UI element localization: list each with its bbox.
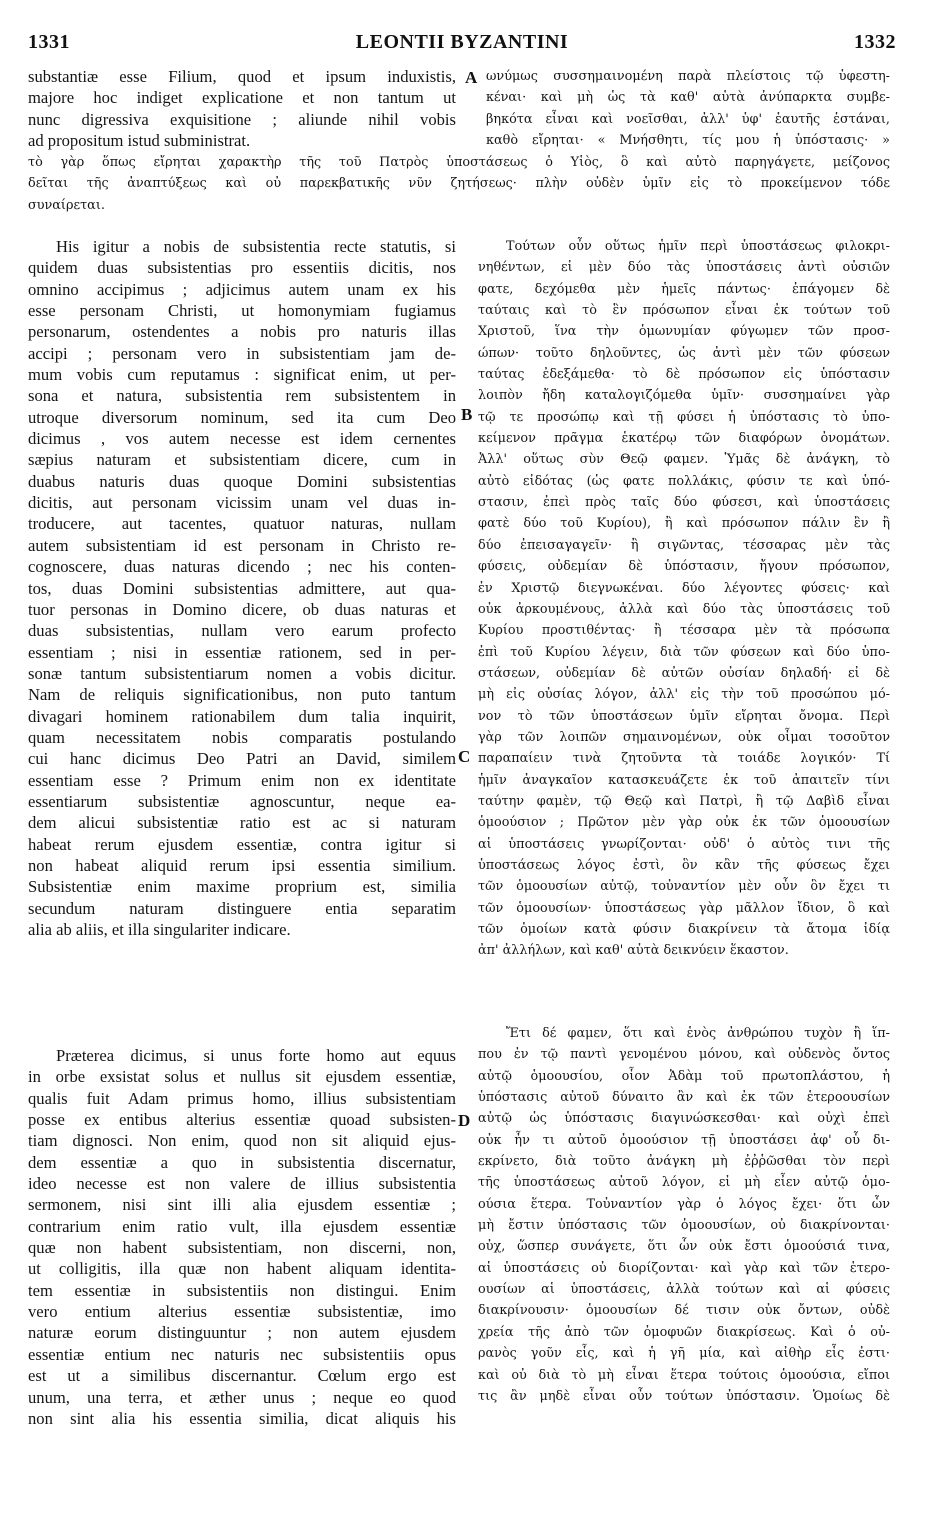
text-line: ουσίων αἱ ὑποστάσεις, ἀλλὰ τούτων καὶ αἱ φύσεις: [478, 1282, 890, 1298]
text-line: ωνύμως συσσημαινομένη παρὰ πλείστοις τῷ ὑφεστη-: [486, 69, 890, 84]
text-line: est ut a similibus discernantur. Cœlum ergo est: [28, 1366, 456, 1386]
text-line: φύσεις, οὐδεμίαν δὲ ὑπόστασιν, ἤγουν πρόσωπον,: [478, 559, 890, 575]
text-line: ἡμῖν ἀναγκαῖον κατασκευάζετε ἐκ τοῦ ἀπαιτεῖν τίνι: [478, 772, 890, 788]
text-line: autem subsistentiam id est personam in Christo re-: [28, 535, 456, 555]
text-line: naturæ eorum distinguuntur ; non autem ejusdem: [28, 1323, 456, 1343]
column-number-left: 1331: [28, 31, 70, 53]
text-line: ὑπόστασις αὐτοῦ δύναιτο ἂν καὶ ἐκ τῶν ἑτεροουσίων: [478, 1090, 890, 1106]
text-line: troducere, aut tacentes, quatuor naturas, nullam: [28, 514, 456, 534]
text-line: Nam de reliquis significationibus, non puto tantum: [28, 685, 456, 705]
text-line: personarum, ostendentes a nobis pro naturis illas: [28, 322, 456, 342]
text-line: αἱ ὑποστάσεις γνωρίζονται· οὐδ' ὁ αὐτὸς τινι τῆς: [478, 836, 890, 852]
text-line: Τούτων οὖν οὕτως ἡμῖν περὶ ὑποστάσεως φιλοκρι-: [506, 239, 890, 254]
text-line: essentiam ; nisi in essentiæ rationem, sed in per-: [28, 642, 456, 662]
text-line: duabus naturis duas quoque Domini subsistentias: [28, 471, 456, 491]
text-line: Præterea dicimus, si unus forte homo aut equus: [56, 1046, 456, 1065]
text-line: οὐκ ἀρκουμένους, ἀλλὰ καὶ δύο τὰς ὑποστάσεις τοῦ: [478, 601, 890, 617]
text-line: τις ἂν μηδὲ εἶναι οὖν τούτων ὑπόστασιν. Ὁμοίως δὲ: [478, 1388, 890, 1404]
margin-letter-c: C: [458, 747, 471, 766]
text-line: ad propositum istud subministrat.: [28, 131, 251, 151]
text-line: non sint alia his essentia similia, dicat aliquis his: [28, 1408, 456, 1428]
text-line: sermonem, nisi sint illi alia ejusdem essentiæ ;: [28, 1195, 456, 1215]
text-line: καὶ οὐ διὰ τὸ μὴ εἶναι ἕτερα τούτοις ὁμοούσια, εἴποι: [478, 1367, 890, 1383]
text-line: non habeat aliquid rerum ipsi essentia similium.: [28, 855, 456, 875]
text-line: alia ab aliis, et illa singulariter indicare.: [28, 920, 291, 939]
text-line: αὐτῷ ὡς ὑπόστασις διαγινώσκεσθαι· καὶ οὐχὶ ἐπεὶ: [478, 1111, 890, 1127]
text-line: essentiæ entium nec naturis nec subsistentiis opus: [28, 1344, 456, 1364]
text-line: στάσεων, οὐδεμίαν δὲ αὐτῶν οὐσίαν δηλαδή· εἰ δὲ: [478, 665, 890, 681]
text-line: essentiarum subsistentiæ agnoscuntur, neque ea-: [28, 791, 456, 811]
text-line: tos, duas Domini subsistentias admittere, aut qua-: [28, 578, 456, 598]
text-line: ὑποστάσεως λόγος ἐστὶ, ὃν κἂν τῆς φύσεως ἔχει: [478, 857, 890, 873]
text-line: κέναι· καὶ μὴ ὡς τὰ καθ' αὑτὰ ἀνύπαρκτα συμβε-: [486, 90, 890, 106]
text-line: unum, una terra, et æther unus ; neque eo quod: [28, 1387, 456, 1407]
margin-letter-a: A: [465, 68, 478, 87]
text-line: αἱ ὑποστάσεις οὐ διορίζονται· καὶ γὰρ καὶ τῶν ἑτερο-: [478, 1260, 890, 1276]
text-line: secundum naturam distinguere entia separatim: [28, 898, 456, 918]
text-line: tem essentiæ in subsistentiis non distingui. Enim: [28, 1280, 456, 1300]
text-line: ταύτην φαμὲν, τῷ Θεῷ καὶ Πατρὶ, ἢ τῷ Δαβὶδ εἶναι: [478, 793, 890, 809]
text-line: quam necessitatem nobis comparatis postulando: [28, 727, 456, 747]
text-line: βηκότα εἶναι καὶ νοεῖσθαι, ἀλλ' ὑφ' ἑαυτῆς ἑστάναι,: [486, 111, 890, 127]
text-line: αὐτῷ ὁμοουσίου, οἷον Ἀδὰμ τοῦ πρωτοπλάστου, ἡ: [478, 1068, 890, 1084]
text-line: δεῖται τῆς ἀναπτύξεως καὶ οὐ παρεκβατικῆς νῦν ζητήσεως· πλὴν οὐδὲν ὑμῖν εἰς τὸ προκείμενον τόδε: [28, 176, 890, 192]
greek-top-block: [486, 66, 890, 151]
latin-paragraph-1: [28, 236, 456, 940]
greek-full-width-block: [28, 152, 890, 216]
text-line: νηθέντων, εἰ μὲν δύο τὰς ὑποστάσεις ἀντὶ οὐσιῶν: [478, 260, 890, 276]
text-line: qualis fuit Adam primus homo, illius subsistentiam: [28, 1088, 456, 1108]
text-line: ταύτας ἐδεξάμεθα· τὸ δὲ πρόσωπον εἰς ὑπόστασιν: [478, 367, 890, 383]
text-line: majore hoc indiget explicatione et non tantum ut: [28, 88, 456, 108]
text-line: mum vobis cum reputamus : significat enim, ut per-: [28, 365, 456, 385]
text-line: duas subsistentias, nullam vero earum profecto: [28, 621, 456, 641]
running-title: LEONTII BYZANTINI: [355, 31, 569, 53]
text-line: divagari hominem rationabilem dum talia inquirit,: [28, 706, 456, 726]
text-line: ρανὸς γοῦν εἷς, καὶ ἡ γῆ μία, καὶ αἰθὴρ εἷς ἐστι·: [478, 1346, 890, 1362]
text-line: τῷ τε προσώπῳ καὶ τῇ φύσει ἡ ὑπόστασις τὸ ὑπο-: [478, 409, 890, 425]
text-line: τῶν ὁμοίων κατὰ φύσιν διακρίνειν τὰ ἄτομα ἰδίᾳ: [478, 922, 890, 937]
text-line: ἐπὶ τοῦ Κυρίου λέγειν, διὰ τῶν φύσεων καὶ δύο ὑπο-: [478, 644, 890, 660]
text-line: τῆς ὑποστάσεως αὐτοῦ λόγον, εἰ μὴ εἶεν αὐτῷ ὁμο-: [478, 1175, 890, 1191]
text-line: omnino accipimus ; adjicimus autem unam ex his: [28, 279, 456, 299]
text-line: tuor personas in Domino dicere, ob duas naturas et: [28, 599, 456, 619]
text-line: His igitur a nobis de subsistentia recte statutis, si: [56, 237, 456, 256]
text-line: ideo necesse est non valere de illius subsistentia: [28, 1174, 456, 1194]
margin-letter-d: D: [458, 1111, 471, 1130]
text-line: cognoscere, duas naturas dicendo ; nec his conten-: [28, 557, 456, 577]
text-line: posse ex entibus alterius essentiæ quoad subsisten-: [28, 1110, 456, 1130]
text-line: ώπων· τοῦτο δηλοῦντες, ὡς ἀντὶ μὲν τῶν φύσεων: [478, 345, 890, 361]
text-line: διακρίνουσιν· ὁμοουσίων δέ τισιν οὐκ ὄντων, οὐδὲ: [478, 1303, 890, 1319]
text-line: τῶν ὁμοουσίων αὐτῷ, τοὐναντίον μὲν οὖν ὃν ἔχει τι: [478, 879, 890, 895]
text-line: in orbe exsistat solus et nullus sit ejusdem essentiæ,: [28, 1067, 456, 1087]
text-line: accipi ; personam vero in subsistentiam jam de-: [28, 343, 456, 363]
text-line: στασιν, ἐπεὶ πρὸς ταῖς δύο φύσεσι, καὶ ὑποστάσεις: [478, 495, 890, 511]
text-line: essentiam esse ? Primum enim non ex identitate: [28, 770, 456, 790]
text-line: ἀπ' ἀλλήλων, καὶ καθ' αὑτὰ δεικνύειν ἕκαστον.: [478, 943, 789, 959]
text-line: ut colligitis, illa quæ non habent aliquam identita-: [28, 1259, 456, 1279]
text-line: συναίρεται.: [28, 197, 105, 213]
text-line: nunc digressiva exquisitione ; aliunde nihil vobis: [28, 109, 456, 129]
text-line: δύο ἐπεισαγαγεῖν· ἢ σιγῶντας, τέσσαρας μὲν τὰς: [478, 537, 890, 553]
text-line: habeat rerum ejusdem essentiæ, contra igitur si: [28, 834, 456, 854]
text-line: contrarium enim ratio vult, illa ejusdem essentiæ: [28, 1216, 456, 1236]
text-line: cui hanc dicimus Deo Patri an David, similem: [28, 749, 456, 769]
text-line: τὸ γὰρ ὅπως εἴρηται χαρακτὴρ τῆς τοῦ Πατρὸς ὑποστάσεως ὁ Υἱὸς, ὃ καὶ αὐτὸ παρηγάγετε, μείζονος: [28, 155, 890, 170]
text-line: που ἐν τῷ παντὶ γενομένου μόνου, καὶ οὐδενὸς ὄντος: [478, 1047, 890, 1063]
text-line: χρεία τῆς ἀπὸ τῶν ὁμοφυῶν διακρίσεως. Καὶ ὁ οὐ-: [478, 1324, 890, 1340]
text-line: τῶν ὁμοουσίων· ὑποστάσεως γὰρ μᾶλλον ἴδιον, ὃ καὶ: [478, 900, 890, 916]
text-line: εκρίνετο, διὰ τοῦτο ἀνάγκη μὴ ἐῤῥῶσθαι τὸν περὶ: [478, 1154, 890, 1170]
column-number-right: 1332: [854, 31, 896, 53]
text-line: γὰρ τῶν λοιπῶν σημαινομένων, οὐκ οἶμαι τοσοῦτον: [478, 729, 890, 745]
margin-letter-b: B: [461, 405, 473, 424]
text-line: ούσια ἕτερα. Τοὐναντίον γὰρ ὁ λόγος ἔχει· ὅτι ὧν: [478, 1196, 890, 1212]
text-line: dem essentiæ a quo in subsistentia discernatur,: [28, 1152, 456, 1172]
text-line: Χριστοῦ, ἵνα τὴν ὁμωνυμίαν φύγωμεν τῶν προσ-: [478, 324, 890, 340]
text-line: νον τὸ τῶν ὑποστάσεων ὑμῖν εἴρηται ὄνομα. Περὶ: [478, 708, 890, 724]
text-line: substantiæ esse Filium, quod et ipsum induxistis,: [28, 67, 456, 86]
greek-paragraph-1: [478, 236, 890, 962]
text-line: καθὸ εἴρηται· « Μνήσθητι, τίς μου ἡ ὑπόστασις· »: [486, 133, 890, 149]
latin-top-block: [28, 66, 456, 151]
text-line: Κυρίου προστιθέντας· ἢ τέσσαρα μὲν τὰ πρόσωπα: [478, 623, 890, 639]
text-line: ἐν Χριστῷ διεγνωκέναι. δύο λέγοντες φύσεις· καὶ: [478, 580, 890, 596]
text-line: dicitis, aut personam vicissim unam vel duas in-: [28, 493, 456, 513]
text-line: αὐτὸ εἰδότας (ὡς φατε πολλάκις, φύσιν τε καὶ ὑπό-: [478, 473, 890, 489]
page-header: [28, 31, 896, 57]
text-line: οὐκ ἦν τι αὐτοῦ ὁμοούσιον τῇ ὑποστάσει ἀφ' οὗ δι-: [478, 1132, 890, 1148]
text-line: μὴ εἰς οὐσίας λόγον, ἀλλ' εἰς τὴν τοῦ προσώπου μό-: [478, 687, 890, 703]
text-line: μὴ ἔστιν ὑπόστασις τῶν ὁμοουσίων, οὐ διακρίνονται·: [478, 1218, 890, 1234]
text-line: vero entium alterius essentiæ subsistentiæ, imo: [28, 1302, 456, 1322]
text-line: ὁμοούσιον ; Πρῶτον μὲν γὰρ οὐκ ἐκ τῶν ὁμοουσίων: [478, 815, 890, 831]
text-line: sonæ tantum subsistentiarum nomen a vobis dicitur.: [28, 663, 456, 683]
text-line: φατε, δεχόμεθα μὲν ἡμεῖς πάντως· ἐπάγομεν δὲ: [478, 281, 890, 297]
text-line: φατὲ δύο τοῦ Κυρίου), ἢ καὶ πρόσωπον πάλιν ἓν ἢ: [478, 516, 890, 532]
text-line: Subsistentiæ enim maxime proprium est, similia: [28, 877, 456, 897]
latin-paragraph-2: [28, 1045, 456, 1429]
text-line: κείμενον πρᾶγμα ἑκατέρῳ τῶν διαφόρων ὀνομάτων.: [478, 431, 890, 447]
text-line: quidem duas subsistentias pro essentiis dicitis, nos: [28, 258, 456, 278]
text-line: παραπαίειν τινὰ ζητοῦντα τὰ τοιάδε λογικόν· Τί: [478, 751, 890, 767]
text-line: esse personam Christi, ut homonymiam fugiamus: [28, 301, 456, 321]
text-line: λοιπὸν ἤδη καταλογιζόμεθα ὑμῖν· συσσημαίνει γὰρ: [478, 388, 890, 404]
text-line: sona et natura, subsistentia rem subsistentem in: [28, 386, 456, 406]
text-line: Ἔτι δέ φαμεν, ὅτι καὶ ἑνὸς ἀνθρώπου τυχὸν ἢ ἵπ-: [506, 1026, 890, 1041]
text-line: utroque diversorum nominum, sed ita cum Deo: [28, 407, 456, 427]
text-line: quæ non habent subsistentiam, non discerni, non,: [28, 1238, 456, 1258]
text-line: sæpius naturam et subsistentiam dicere, cum in: [28, 450, 456, 470]
text-line: dem alicui subsistentiæ ratio est ac si naturam: [28, 813, 456, 833]
text-line: οὐχ, ὥσπερ συνάγετε, ὅτι ὧν οὐκ ἔστι ὁμοούσιά τινα,: [478, 1239, 890, 1255]
text-line: dicimus , vos autem necesse est idem cernentes: [28, 429, 456, 449]
greek-paragraph-2: [478, 1023, 890, 1407]
text-line: Ἀλλ' οὕτως σὺν Θεῷ φαμεν. Ὑμᾶς δὲ ἀνάγκη, τὸ: [478, 452, 890, 468]
text-line: tiam dignosci. Non enim, quod non sit aliquid ejus-: [28, 1131, 456, 1151]
text-line: ταύταις καὶ τὸ ἓν πρόσωπον εἶναι ἐκ τούτων τοῦ: [478, 303, 890, 319]
